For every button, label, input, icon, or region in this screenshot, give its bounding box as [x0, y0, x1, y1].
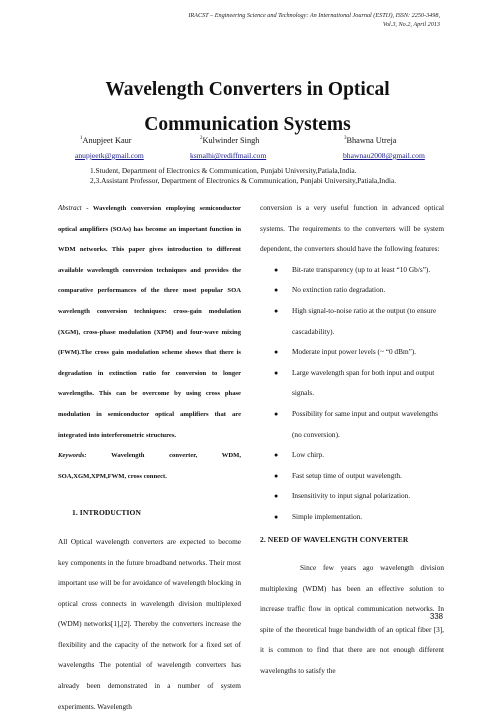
list-item: [260, 507, 444, 528]
introduction-paragraph: All Optical wavelength converters are expected to become key components in the future broadband networks. Their most important use will be for avoidance of wavelength blocking in optical cross connects in wavelength division multiplexed (WDM) networks[1],[2]. Thereby the converters increase the flexibility and the capacity of the network for a fixed set of wavelengths The potential of wavelength converters has already been demonstrated in a number of system experiments. Wavelength: [58, 536, 241, 711]
bullet-icon: ●: [274, 492, 279, 501]
bullet-icon: ●: [274, 265, 279, 274]
feature-text: Simple implementation.: [292, 511, 363, 521]
bullet-icon: ●: [274, 471, 279, 480]
affiliations: [90, 166, 470, 186]
list-item: [260, 280, 444, 301]
bullet-icon: ●: [274, 306, 279, 315]
feature-text: Low chirp.: [292, 450, 325, 460]
author-1-email-link[interactable]: anupjeetk@gmail.com: [75, 151, 144, 160]
list-item: [260, 363, 444, 404]
bullet-icon: ●: [274, 451, 279, 460]
journal-header-line2: Vol.3, No.2, April 2013: [382, 20, 440, 28]
author-1-sup: 1: [80, 136, 83, 141]
bullet-icon: ●: [274, 348, 279, 357]
page-number: 338: [429, 612, 443, 621]
bullet-icon: ●: [274, 368, 279, 377]
right-intro-paragraph: conversion is a very useful function in advanced optical systems. The requirements to the converters will be system dependent, the converters should have the following features:: [260, 203, 444, 254]
list-item: [260, 301, 444, 342]
author-3-email-link[interactable]: bhawnau2008@gmail.com: [343, 151, 425, 160]
feature-text: No extinction ratio degradation.: [292, 285, 386, 295]
author-3-name: Bhawna Utreja: [346, 136, 397, 145]
bullet-icon: ●: [274, 512, 279, 521]
author-3: [344, 136, 397, 145]
author-2-email-link[interactable]: ksmalhi@rediffmail.com: [190, 151, 267, 160]
keywords-label: Keywords:: [58, 452, 87, 460]
keywords-text: Wavelength converter, WDM, SOA,XGM,XPM,FWM, cross connect.: [58, 452, 241, 480]
section-heading-need: 2. NEED OF WAVELENGTH CONVERTER: [260, 534, 409, 544]
abstract-label: Abstract: [58, 204, 82, 212]
affiliation-1: 1.Student, Department of Electronics & Communication, Punjabi University,Patiala,India.: [90, 166, 357, 175]
section-heading-introduction: 1. INTRODUCTION: [72, 508, 142, 518]
feature-text: High signal-to-noise ratio at the output (to ensure cascadability).: [292, 305, 437, 336]
affiliation-2: 2,3.Assistant Professor, Department of Electronics & Communication, Punjabi University,Patiala,India.: [90, 176, 397, 185]
feature-text: Moderate input power levels (~ “0 dBm”).: [292, 347, 417, 357]
feature-text: Insensitivity to input signal polarization.: [292, 491, 411, 501]
feature-list: [260, 260, 444, 528]
left-column: [58, 198, 241, 717]
feature-text: Fast setup time of output wavelength.: [292, 470, 402, 480]
journal-header-line1: IRACST – Engineering Science and Technology: An International Journal (ESTIJ), ISSN: 2250-3498,: [188, 12, 440, 19]
right-column: [260, 198, 444, 682]
author-2: [200, 136, 259, 145]
author-1-name: Anupjeet Kaur: [82, 136, 132, 145]
list-item: [260, 404, 444, 445]
author-1: [80, 136, 132, 145]
list-item: [260, 445, 444, 466]
list-item: [260, 342, 444, 363]
list-item: [260, 260, 444, 281]
list-item: [260, 466, 444, 487]
paper-title: Wavelength Converters in Optical Communication Systems: [105, 79, 390, 135]
list-item: [260, 486, 444, 507]
journal-header: [80, 12, 440, 29]
bullet-icon: ●: [274, 409, 279, 418]
feature-text: Large wavelength span for both input and output signals.: [292, 367, 435, 398]
author-2-name: Kulwinder Singh: [202, 136, 260, 145]
author-3-sup: 3: [344, 136, 347, 141]
feature-text: Bit-rate transparency (up to at least “10 Gb/s”).: [292, 264, 431, 274]
abstract-text: - Wavelength conversion employing semiconductor optical amplifiers (SOAs) has become an important function in WDM networks. This paper gives introduction to different available wavelength conversion techniques and provides the comparative performances of the three most popular SOA wavelength conversion techniques: cross-gain modulation (XGM), cross-phase modulation (XPM) and four-wave mixing (FWM).The cross gain modulation scheme shows that there is degradation in extinction ratio for conversion to longer wavelengths. This can be overcome by using cross phase modulation in semiconductor optical amplifiers that are integrated into interferometric structures.: [58, 205, 241, 439]
feature-text: Possibility for same input and output wavelengths (no conversion).: [292, 408, 438, 439]
bullet-icon: ●: [274, 286, 279, 295]
author-2-sup: 2: [200, 136, 203, 141]
keywords: [58, 446, 241, 487]
need-paragraph: Since few years ago wavelength division multiplexing (WDM) has been an effective solution to increase traffic flow in optical communication networks. In spite of the theoretical huge bandwidth of an optical fiber [3], it is common to find that there are not enough different wavelengths to satisfy the: [260, 563, 444, 676]
abstract: [58, 198, 241, 446]
